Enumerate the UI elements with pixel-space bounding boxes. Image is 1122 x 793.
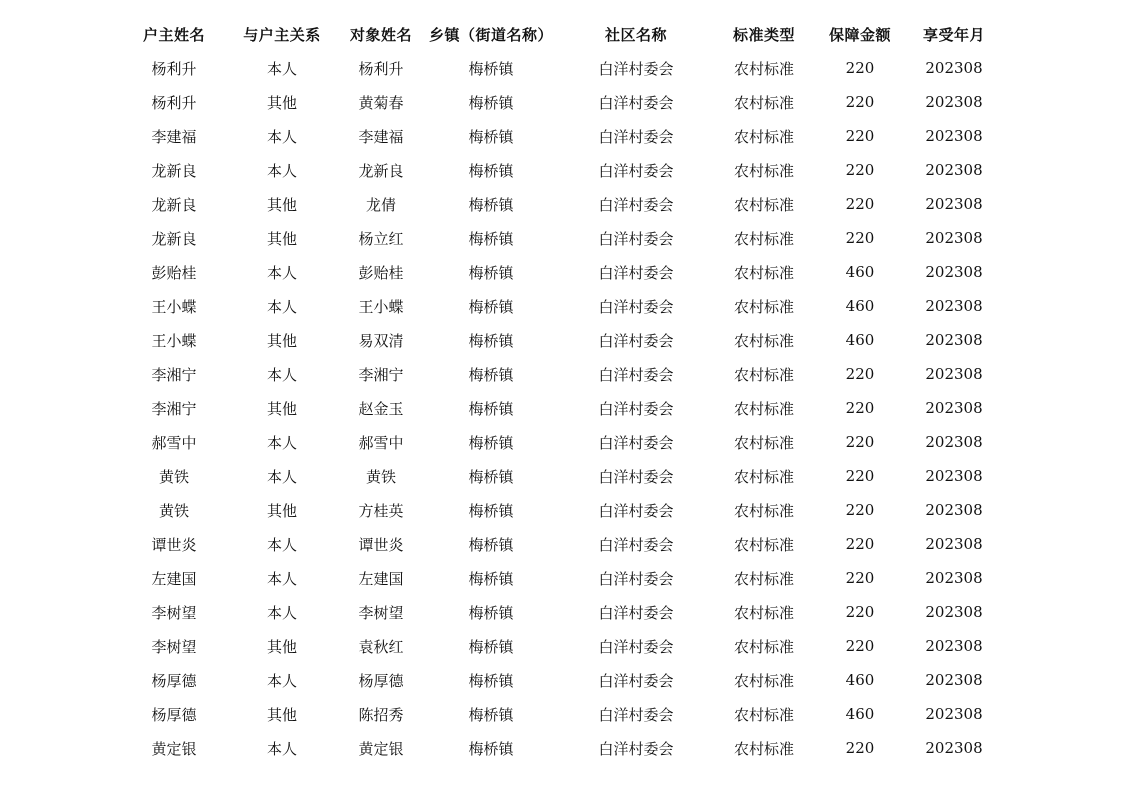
- householder-name-cell: 杨厚德: [151, 671, 197, 690]
- period-cell: 202308: [925, 297, 983, 315]
- community-cell: 白洋村委会: [598, 501, 674, 520]
- township-cell: 梅桥镇: [468, 93, 514, 112]
- township-cell: 梅桥镇: [468, 365, 514, 384]
- recipient-name-cell: 方桂英: [358, 501, 404, 520]
- householder-name-cell: 谭世炎: [151, 535, 197, 554]
- community-cell: 白洋村委会: [598, 569, 674, 588]
- township-cell: 梅桥镇: [468, 637, 514, 656]
- amount-cell: 220: [845, 127, 875, 145]
- relationship-cell: 其他: [266, 93, 297, 112]
- relationship-cell: 其他: [266, 705, 297, 724]
- period-cell: 202308: [925, 195, 983, 213]
- relationship-cell: 其他: [266, 229, 297, 248]
- householder-name-cell: 王小蝶: [151, 331, 197, 350]
- community-cell: 白洋村委会: [598, 263, 674, 282]
- amount-cell: 220: [845, 399, 875, 417]
- header-period: 享受年月: [922, 25, 985, 44]
- amount-cell: 220: [845, 535, 875, 553]
- recipient-name-cell: 黄定银: [358, 739, 404, 758]
- table-row: [120, 697, 1000, 731]
- standard-type-cell: 农村标准: [733, 331, 794, 350]
- period-cell: 202308: [925, 161, 983, 179]
- community-cell: 白洋村委会: [598, 297, 674, 316]
- township-cell: 梅桥镇: [468, 705, 514, 724]
- township-cell: 梅桥镇: [468, 297, 514, 316]
- table-row: [120, 323, 1000, 357]
- householder-name-cell: 左建国: [151, 569, 197, 588]
- recipient-name-cell: 李树望: [358, 603, 404, 622]
- header-relationship: 与户主关系: [243, 25, 321, 44]
- standard-type-cell: 农村标准: [733, 195, 794, 214]
- standard-type-cell: 农村标准: [733, 569, 794, 588]
- table-header: [120, 17, 1000, 51]
- recipient-name-cell: 李建福: [358, 127, 404, 146]
- township-cell: 梅桥镇: [468, 671, 514, 690]
- relationship-cell: 本人: [266, 603, 297, 622]
- householder-name-cell: 彭贻桂: [151, 263, 197, 282]
- relationship-cell: 其他: [266, 637, 297, 656]
- standard-type-cell: 农村标准: [733, 127, 794, 146]
- amount-cell: 220: [845, 161, 875, 179]
- recipient-name-cell: 郝雪中: [358, 433, 404, 452]
- period-cell: 202308: [925, 603, 983, 621]
- amount-cell: 220: [845, 93, 875, 111]
- period-cell: 202308: [925, 535, 983, 553]
- amount-cell: 460: [845, 705, 875, 723]
- community-cell: 白洋村委会: [598, 433, 674, 452]
- relationship-cell: 本人: [266, 263, 297, 282]
- amount-cell: 220: [845, 467, 875, 485]
- householder-name-cell: 李树望: [151, 637, 197, 656]
- householder-name-cell: 郝雪中: [151, 433, 197, 452]
- community-cell: 白洋村委会: [598, 229, 674, 248]
- amount-cell: 220: [845, 569, 875, 587]
- township-cell: 梅桥镇: [468, 739, 514, 758]
- recipient-name-cell: 陈招秀: [358, 705, 404, 724]
- table-row: [120, 629, 1000, 663]
- benefit-roster-table: [120, 17, 1000, 765]
- community-cell: 白洋村委会: [598, 195, 674, 214]
- table-row: [120, 561, 1000, 595]
- header-row: [120, 17, 1000, 51]
- table-row: [120, 731, 1000, 765]
- recipient-name-cell: 杨立红: [358, 229, 404, 248]
- header-amount: 保障金额: [828, 25, 891, 44]
- relationship-cell: 其他: [266, 399, 297, 418]
- amount-cell: 220: [845, 637, 875, 655]
- recipient-name-cell: 杨厚德: [358, 671, 404, 690]
- township-cell: 梅桥镇: [468, 161, 514, 180]
- relationship-cell: 本人: [266, 433, 297, 452]
- township-cell: 梅桥镇: [468, 569, 514, 588]
- header-township: 乡镇（街道名称）: [428, 25, 553, 44]
- table-row: [120, 459, 1000, 493]
- community-cell: 白洋村委会: [598, 637, 674, 656]
- community-cell: 白洋村委会: [598, 535, 674, 554]
- period-cell: 202308: [925, 399, 983, 417]
- standard-type-cell: 农村标准: [733, 399, 794, 418]
- amount-cell: 220: [845, 501, 875, 519]
- period-cell: 202308: [925, 127, 983, 145]
- amount-cell: 220: [845, 195, 875, 213]
- standard-type-cell: 农村标准: [733, 739, 794, 758]
- community-cell: 白洋村委会: [598, 161, 674, 180]
- table-row: [120, 527, 1000, 561]
- recipient-name-cell: 彭贻桂: [358, 263, 404, 282]
- relationship-cell: 本人: [266, 161, 297, 180]
- period-cell: 202308: [925, 93, 983, 111]
- standard-type-cell: 农村标准: [733, 637, 794, 656]
- community-cell: 白洋村委会: [598, 331, 674, 350]
- table-row: [120, 493, 1000, 527]
- recipient-name-cell: 谭世炎: [358, 535, 404, 554]
- township-cell: 梅桥镇: [468, 467, 514, 486]
- table-row: [120, 85, 1000, 119]
- relationship-cell: 本人: [266, 467, 297, 486]
- recipient-name-cell: 王小蝶: [358, 297, 404, 316]
- community-cell: 白洋村委会: [598, 739, 674, 758]
- table-row: [120, 663, 1000, 697]
- householder-name-cell: 龙新良: [151, 161, 197, 180]
- table-row: [120, 51, 1000, 85]
- householder-name-cell: 王小蝶: [151, 297, 197, 316]
- table-row: [120, 255, 1000, 289]
- amount-cell: 220: [845, 59, 875, 77]
- community-cell: 白洋村委会: [598, 59, 674, 78]
- table-row: [120, 289, 1000, 323]
- standard-type-cell: 农村标准: [733, 263, 794, 282]
- community-cell: 白洋村委会: [598, 671, 674, 690]
- township-cell: 梅桥镇: [468, 399, 514, 418]
- period-cell: 202308: [925, 433, 983, 451]
- community-cell: 白洋村委会: [598, 127, 674, 146]
- relationship-cell: 其他: [266, 501, 297, 520]
- table-row: [120, 357, 1000, 391]
- standard-type-cell: 农村标准: [733, 161, 794, 180]
- relationship-cell: 本人: [266, 739, 297, 758]
- standard-type-cell: 农村标准: [733, 365, 794, 384]
- table-row: [120, 391, 1000, 425]
- householder-name-cell: 龙新良: [151, 195, 197, 214]
- relationship-cell: 本人: [266, 365, 297, 384]
- period-cell: 202308: [925, 59, 983, 77]
- householder-name-cell: 黄定银: [151, 739, 197, 758]
- householder-name-cell: 黄铁: [158, 501, 189, 520]
- householder-name-cell: 李湘宁: [151, 399, 197, 418]
- relationship-cell: 本人: [266, 297, 297, 316]
- period-cell: 202308: [925, 501, 983, 519]
- recipient-name-cell: 李湘宁: [358, 365, 404, 384]
- relationship-cell: 本人: [266, 569, 297, 588]
- amount-cell: 460: [845, 331, 875, 349]
- standard-type-cell: 农村标准: [733, 671, 794, 690]
- relationship-cell: 本人: [266, 535, 297, 554]
- township-cell: 梅桥镇: [468, 501, 514, 520]
- table-row: [120, 153, 1000, 187]
- householder-name-cell: 李湘宁: [151, 365, 197, 384]
- community-cell: 白洋村委会: [598, 93, 674, 112]
- community-cell: 白洋村委会: [598, 603, 674, 622]
- header-standard-type: 标准类型: [732, 25, 795, 44]
- township-cell: 梅桥镇: [468, 195, 514, 214]
- table-row: [120, 425, 1000, 459]
- header-householder-name: 户主姓名: [142, 25, 205, 44]
- householder-name-cell: 杨利升: [151, 59, 197, 78]
- standard-type-cell: 农村标准: [733, 603, 794, 622]
- period-cell: 202308: [925, 365, 983, 383]
- period-cell: 202308: [925, 671, 983, 689]
- header-community: 社区名称: [604, 25, 667, 44]
- table-row: [120, 221, 1000, 255]
- header-recipient-name: 对象姓名: [349, 25, 412, 44]
- table-row: [120, 595, 1000, 629]
- standard-type-cell: 农村标准: [733, 501, 794, 520]
- standard-type-cell: 农村标准: [733, 535, 794, 554]
- township-cell: 梅桥镇: [468, 59, 514, 78]
- standard-type-cell: 农村标准: [733, 59, 794, 78]
- period-cell: 202308: [925, 229, 983, 247]
- community-cell: 白洋村委会: [598, 467, 674, 486]
- township-cell: 梅桥镇: [468, 433, 514, 452]
- amount-cell: 460: [845, 671, 875, 689]
- householder-name-cell: 李建福: [151, 127, 197, 146]
- recipient-name-cell: 黄铁: [365, 467, 396, 486]
- relationship-cell: 其他: [266, 331, 297, 350]
- township-cell: 梅桥镇: [468, 603, 514, 622]
- relationship-cell: 本人: [266, 127, 297, 146]
- householder-name-cell: 杨厚德: [151, 705, 197, 724]
- amount-cell: 220: [845, 603, 875, 621]
- period-cell: 202308: [925, 739, 983, 757]
- recipient-name-cell: 杨利升: [358, 59, 404, 78]
- table-row: [120, 119, 1000, 153]
- householder-name-cell: 龙新良: [151, 229, 197, 248]
- township-cell: 梅桥镇: [468, 331, 514, 350]
- relationship-cell: 其他: [266, 195, 297, 214]
- township-cell: 梅桥镇: [468, 263, 514, 282]
- period-cell: 202308: [925, 637, 983, 655]
- table-row: [120, 187, 1000, 221]
- amount-cell: 220: [845, 739, 875, 757]
- recipient-name-cell: 赵金玉: [358, 399, 404, 418]
- standard-type-cell: 农村标准: [733, 297, 794, 316]
- township-cell: 梅桥镇: [468, 229, 514, 248]
- householder-name-cell: 黄铁: [158, 467, 189, 486]
- amount-cell: 460: [845, 297, 875, 315]
- recipient-name-cell: 左建国: [358, 569, 404, 588]
- period-cell: 202308: [925, 705, 983, 723]
- standard-type-cell: 农村标准: [733, 467, 794, 486]
- amount-cell: 220: [845, 433, 875, 451]
- period-cell: 202308: [925, 331, 983, 349]
- amount-cell: 460: [845, 263, 875, 281]
- community-cell: 白洋村委会: [598, 365, 674, 384]
- community-cell: 白洋村委会: [598, 705, 674, 724]
- amount-cell: 220: [845, 229, 875, 247]
- township-cell: 梅桥镇: [468, 535, 514, 554]
- recipient-name-cell: 龙新良: [358, 161, 404, 180]
- community-cell: 白洋村委会: [598, 399, 674, 418]
- householder-name-cell: 李树望: [151, 603, 197, 622]
- table-body: [120, 51, 1000, 765]
- recipient-name-cell: 龙倩: [365, 195, 396, 214]
- relationship-cell: 本人: [266, 671, 297, 690]
- amount-cell: 220: [845, 365, 875, 383]
- recipient-name-cell: 黄菊春: [358, 93, 404, 112]
- township-cell: 梅桥镇: [468, 127, 514, 146]
- period-cell: 202308: [925, 569, 983, 587]
- householder-name-cell: 杨利升: [151, 93, 197, 112]
- relationship-cell: 本人: [266, 59, 297, 78]
- recipient-name-cell: 易双清: [358, 331, 404, 350]
- standard-type-cell: 农村标准: [733, 229, 794, 248]
- standard-type-cell: 农村标准: [733, 705, 794, 724]
- period-cell: 202308: [925, 263, 983, 281]
- standard-type-cell: 农村标准: [733, 433, 794, 452]
- recipient-name-cell: 袁秋红: [358, 637, 404, 656]
- standard-type-cell: 农村标准: [733, 93, 794, 112]
- period-cell: 202308: [925, 467, 983, 485]
